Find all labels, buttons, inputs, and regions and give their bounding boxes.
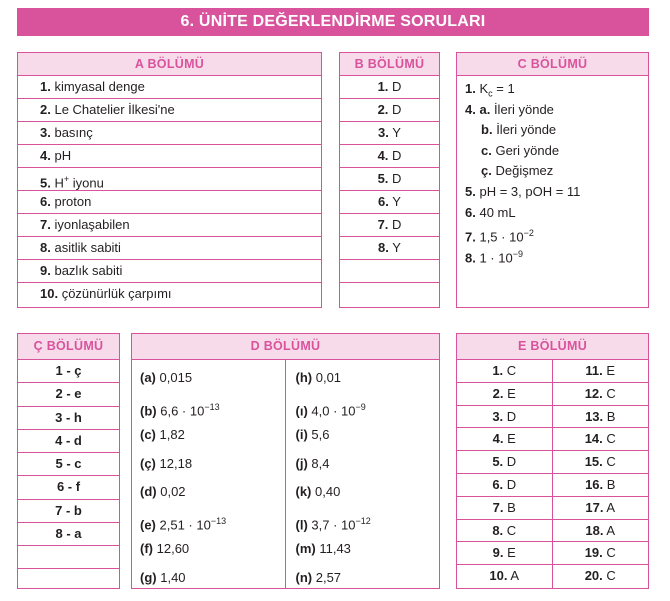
section-e-cell	[553, 406, 649, 428]
item-answer: D	[506, 408, 517, 424]
section-d-item	[140, 364, 285, 393]
section-b-empty-row	[340, 260, 439, 283]
item-number: 6.	[378, 194, 389, 209]
item-answer: iyonlaşabilen	[54, 217, 130, 232]
item-answer: İleri yönde	[493, 101, 554, 117]
section-a-row	[18, 260, 321, 283]
item-number: 7.	[40, 217, 51, 232]
item-number: 4.	[465, 101, 476, 117]
section-e-cell	[553, 520, 649, 542]
sub-label: c.	[481, 142, 492, 158]
item-answer: C	[606, 545, 616, 561]
item-label: (m)	[295, 541, 316, 556]
section-e-row	[457, 542, 648, 565]
section-c-line	[457, 182, 648, 203]
superscript: −12	[355, 515, 371, 526]
item-answer: 11,43	[319, 541, 351, 556]
item-answer: 12,60	[156, 541, 190, 556]
item-number: 18.	[585, 522, 604, 538]
item-answer: Y	[392, 194, 401, 209]
item-number: 2.	[377, 102, 389, 117]
item-answer: 0,01	[315, 370, 342, 385]
item-answer: 2,57	[315, 569, 342, 585]
item-number: 6.	[492, 476, 504, 492]
item-number: 4.	[40, 148, 51, 163]
section-d-box	[131, 333, 440, 589]
section-a-row	[18, 145, 321, 168]
item-number: 7.	[492, 499, 504, 515]
item-answer: B	[606, 476, 616, 492]
item-answer: D	[392, 171, 402, 186]
section-a-header: A BÖLÜMÜ	[18, 53, 321, 76]
item-answer: H	[54, 175, 64, 191]
item-number: 19.	[584, 545, 603, 561]
section-cc-row: 2 - e	[18, 383, 119, 406]
section-a-row	[18, 214, 321, 237]
item-answer: Geri yönde	[495, 142, 560, 158]
section-d-item	[296, 364, 440, 393]
item-number: 8.	[378, 240, 389, 255]
superscript: −9	[355, 401, 366, 412]
section-d-item	[296, 564, 440, 593]
item-number: 8.	[465, 250, 476, 266]
item-answer: 1,82	[159, 427, 185, 442]
section-c-line	[457, 203, 648, 224]
section-e-row	[457, 497, 648, 520]
section-d-item	[140, 564, 285, 593]
section-b-row	[340, 191, 439, 214]
section-c-line	[457, 223, 648, 244]
item-answer: Değişmez	[495, 163, 554, 179]
item-answer: D	[392, 102, 402, 117]
section-e-cell	[457, 360, 553, 382]
section-b-row	[340, 168, 439, 191]
section-e-cell	[457, 497, 553, 519]
item-number: 13.	[585, 408, 604, 424]
section-e-cell	[457, 520, 553, 542]
section-e-header: E BÖLÜMÜ	[457, 334, 648, 360]
item-number: 16.	[585, 476, 604, 492]
section-c-line	[457, 244, 648, 265]
item-label: (l)	[295, 516, 308, 532]
item-label: (j)	[295, 455, 308, 471]
item-answer: kimyasal denge	[54, 79, 145, 94]
item-answer: E	[507, 431, 516, 447]
section-a-row	[18, 237, 321, 260]
item-answer: pH = 3, pOH = 11	[479, 183, 581, 199]
section-a-row	[18, 191, 321, 214]
superscript: +	[63, 174, 70, 184]
item-number: 1.	[40, 79, 51, 94]
item-answer: 4,0 · 10	[311, 402, 356, 418]
item-label: (c)	[140, 427, 156, 442]
section-d-item	[140, 421, 285, 450]
section-a-row	[18, 99, 321, 122]
item-answer: 6,6 · 10	[160, 402, 205, 418]
item-number: 10.	[40, 286, 59, 301]
section-c-line	[457, 161, 648, 182]
item-answer: 5,6	[311, 427, 330, 442]
item-number: 5.	[492, 454, 504, 470]
superscript: −13	[210, 515, 227, 526]
item-number: 8.	[492, 522, 504, 538]
section-d-item	[140, 478, 285, 507]
section-e-cell	[457, 474, 553, 496]
item-number: 5.	[465, 183, 476, 199]
section-c-header: C BÖLÜMÜ	[457, 53, 648, 76]
item-number: 6.	[40, 194, 51, 209]
sub-label: ç.	[481, 163, 492, 179]
item-number: 3.	[378, 125, 389, 140]
item-answer: C	[606, 431, 616, 447]
item-answer: E	[606, 363, 616, 378]
section-e-cell	[553, 497, 649, 519]
item-answer: C	[506, 363, 517, 378]
section-d-left-column	[132, 360, 286, 588]
item-number: 20.	[584, 568, 603, 584]
section-e-cell	[457, 565, 553, 588]
item-number: 1.	[465, 81, 476, 96]
item-label: (h)	[295, 370, 313, 385]
section-b-empty-row	[340, 283, 439, 306]
item-answer: E	[507, 385, 516, 401]
section-cc-box	[17, 333, 120, 589]
section-d-item	[296, 478, 440, 507]
item-answer: 1,40	[160, 569, 186, 585]
item-number: 5.	[40, 175, 51, 191]
item-answer: C	[506, 522, 517, 538]
superscript: −13	[204, 401, 220, 412]
item-number: 7.	[377, 217, 389, 232]
item-answer: 0,40	[315, 484, 341, 499]
section-e-row	[457, 406, 648, 429]
item-label: (ç)	[140, 455, 156, 471]
item-answer: 2,51 · 10	[159, 516, 211, 532]
section-cc-row: 3 - h	[18, 407, 119, 430]
section-c-line	[457, 100, 648, 121]
section-e-cell	[553, 451, 649, 473]
item-answer: Y	[392, 125, 401, 140]
section-cc-row: 5 - c	[18, 453, 119, 476]
sub-label: b.	[481, 122, 493, 138]
section-d-item	[140, 535, 285, 564]
item-label: (ı)	[295, 402, 308, 418]
item-answer: C	[606, 454, 616, 470]
section-e-row	[457, 383, 648, 406]
section-e-box	[456, 333, 649, 589]
section-e-row	[457, 360, 648, 383]
item-number: 3.	[492, 408, 504, 424]
section-b-row	[340, 99, 439, 122]
sub-label: a.	[479, 101, 491, 117]
section-cc-row: 6 - f	[18, 476, 119, 499]
section-e-row	[457, 474, 648, 497]
item-answer: A	[510, 568, 520, 584]
item-label: (e)	[140, 516, 156, 532]
section-a-row	[18, 283, 321, 306]
section-b-row	[340, 237, 439, 260]
section-a-row	[18, 122, 321, 145]
section-c-line	[457, 141, 648, 162]
section-d-header: D BÖLÜMÜ	[132, 334, 439, 360]
item-number: 4.	[492, 431, 504, 447]
superscript: −9	[512, 248, 523, 259]
item-answer: 12,18	[159, 455, 193, 471]
section-e-cell	[553, 383, 649, 405]
item-answer: Y	[392, 240, 401, 255]
section-e-cell	[553, 565, 649, 588]
item-answer-suffix: iyonu	[69, 175, 104, 191]
section-e-cell	[553, 542, 649, 564]
item-number: 9.	[40, 263, 51, 278]
section-cc-row: 8 - a	[18, 523, 119, 546]
item-answer: D	[506, 454, 517, 470]
item-answer: 3,7 · 10	[311, 516, 356, 532]
item-answer: çözünürlük çarpımı	[61, 286, 172, 301]
item-answer: C	[606, 385, 616, 401]
section-e-row	[457, 451, 648, 474]
section-d-item	[140, 393, 285, 422]
section-e-cell	[457, 542, 553, 564]
item-answer: D	[392, 148, 402, 163]
item-number: 11.	[585, 363, 603, 378]
item-answer: B	[606, 408, 616, 424]
item-number: 2.	[492, 385, 504, 401]
section-a-box	[17, 52, 322, 308]
item-answer: D	[392, 217, 402, 232]
item-answer: 0,015	[159, 370, 193, 385]
item-number: 9.	[492, 545, 504, 561]
item-answer: asitlik sabiti	[54, 240, 121, 255]
section-e-cell	[457, 383, 553, 405]
item-number: 8.	[40, 240, 51, 255]
section-d-item	[140, 450, 285, 479]
section-b-box	[339, 52, 440, 308]
section-e-cell	[457, 428, 553, 450]
item-answer: A	[606, 499, 616, 515]
section-e-cell	[553, 428, 649, 450]
subscript: c	[488, 88, 493, 99]
item-number: 6.	[465, 204, 476, 220]
item-answer: D	[506, 476, 517, 492]
item-label: (n)	[295, 569, 313, 585]
item-label: (f)	[140, 541, 153, 556]
item-answer: pH	[54, 148, 72, 163]
item-label: (d)	[140, 484, 157, 499]
section-d-item	[296, 535, 440, 564]
item-answer: A	[606, 522, 616, 538]
item-label: (i)	[295, 427, 308, 442]
section-a-row	[18, 76, 321, 99]
section-e-cell	[457, 451, 553, 473]
item-number: 1.	[492, 363, 504, 378]
item-answer: basınç	[54, 125, 93, 140]
section-d-item	[296, 450, 440, 479]
section-b-row	[340, 76, 439, 99]
item-answer: 40 mL	[479, 204, 516, 220]
item-answer: C	[606, 568, 616, 584]
item-answer: İleri yönde	[496, 122, 557, 138]
item-number: 12.	[584, 385, 603, 401]
section-d-right-column	[286, 360, 440, 588]
section-b-row	[340, 122, 439, 145]
item-number: 10.	[489, 568, 508, 584]
item-label: (a)	[140, 370, 156, 385]
section-cc-row: 1 - ç	[18, 360, 119, 383]
item-number: 3.	[40, 125, 51, 140]
item-number: 1.	[377, 79, 389, 94]
item-answer: K	[479, 81, 489, 96]
item-answer: 1,5 · 10	[479, 229, 524, 245]
section-c-line	[457, 120, 648, 141]
section-e-row	[457, 565, 648, 588]
section-e-row	[457, 520, 648, 543]
section-e-cell	[553, 474, 649, 496]
section-e-cell	[457, 406, 553, 428]
section-cc-row: 4 - d	[18, 430, 119, 453]
section-cc-empty-row	[18, 569, 119, 592]
item-number: 17.	[585, 499, 604, 515]
item-label: (b)	[140, 402, 157, 418]
item-answer: proton	[54, 194, 92, 209]
item-answer: 8,4	[311, 455, 330, 471]
item-answer: 1 · 10	[479, 250, 513, 266]
item-answer: E	[507, 545, 516, 561]
section-d-item	[296, 393, 440, 422]
section-a-row	[18, 168, 321, 191]
section-cc-empty-row	[18, 546, 119, 569]
section-e-row	[457, 428, 648, 451]
item-answer: D	[392, 79, 402, 94]
section-e-cell	[553, 360, 649, 382]
section-d-item	[296, 507, 440, 536]
item-label: (g)	[140, 569, 157, 585]
section-c-box	[456, 52, 649, 308]
item-number: 14.	[584, 431, 603, 447]
section-b-header: B BÖLÜMÜ	[340, 53, 439, 76]
item-number: 4.	[377, 148, 389, 163]
section-d-item	[296, 421, 440, 450]
section-d-item	[140, 507, 285, 536]
item-label: (k)	[295, 484, 312, 499]
item-number: 2.	[40, 102, 51, 117]
superscript: −2	[523, 228, 534, 239]
item-answer: B	[507, 499, 516, 515]
item-answer: Le Chatelier İlkesi'ne	[54, 102, 175, 117]
section-b-row	[340, 145, 439, 168]
item-number: 5.	[377, 171, 389, 186]
section-b-row	[340, 214, 439, 237]
page-title: 6. ÜNİTE DEĞERLENDİRME SORULARI	[17, 8, 649, 36]
section-c-line	[457, 79, 648, 100]
section-cc-header: Ç BÖLÜMÜ	[18, 334, 119, 360]
item-number: 15.	[584, 454, 603, 470]
item-number: 7.	[465, 229, 476, 245]
item-answer: 0,02	[160, 484, 186, 499]
item-answer-suffix: = 1	[492, 81, 515, 96]
item-answer: bazlık sabiti	[54, 263, 123, 278]
section-cc-row: 7 - b	[18, 500, 119, 523]
